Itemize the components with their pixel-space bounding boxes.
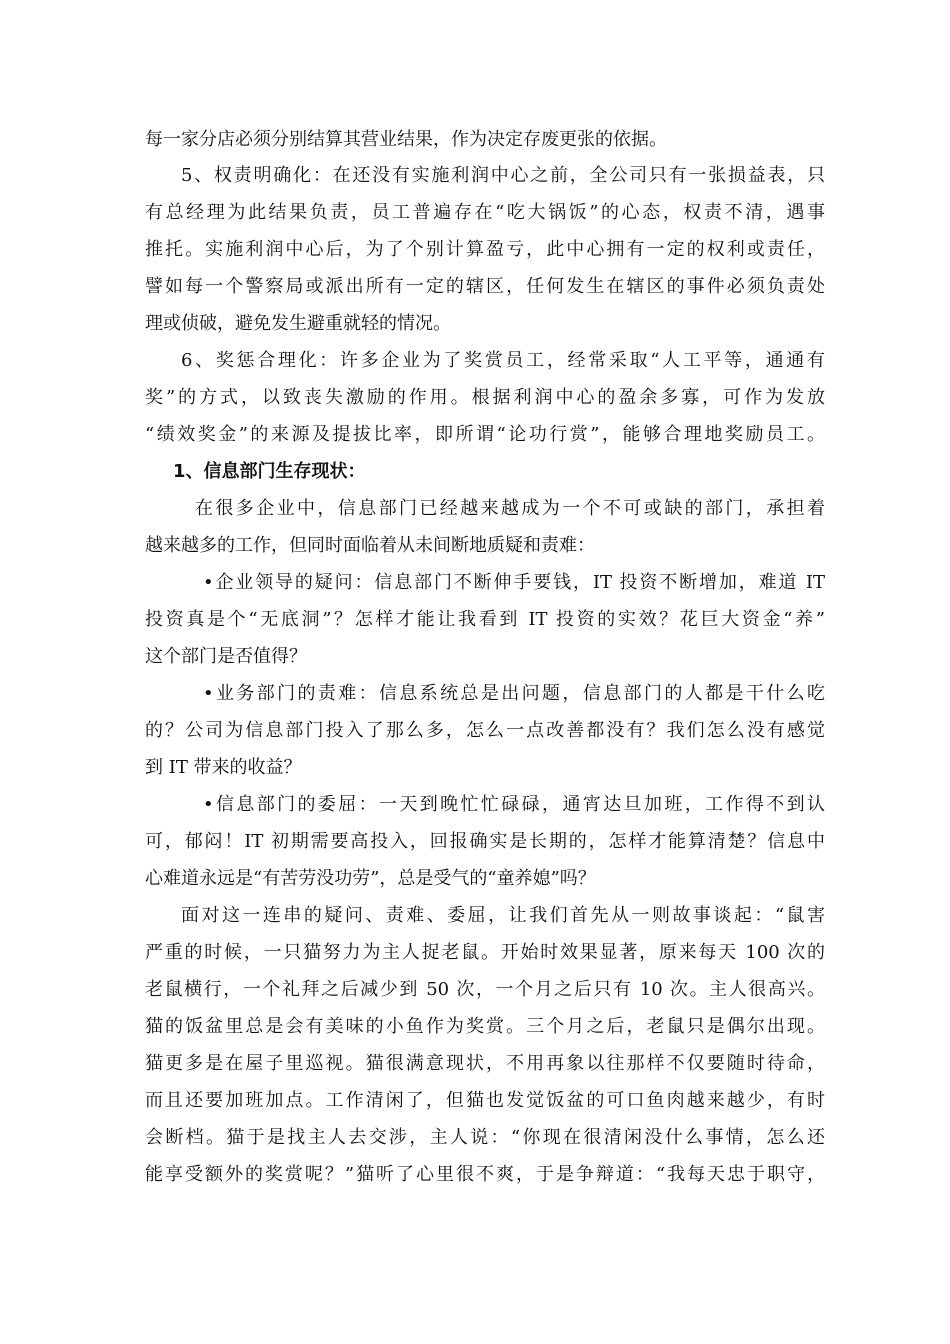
text-line: 老鼠横行，一个礼拜之后减少到 50 次，一个月之后只有 10 次。主人很高兴。 — [145, 979, 825, 1000]
text-line: 6、奖惩合理化：许多企业为了奖赏员工，经常采取“人工平等，通通有 — [181, 350, 825, 371]
text-line: 猫的饭盆里总是会有美味的小鱼作为奖赏。三个月之后，老鼠只是偶尔出现。 — [145, 1016, 825, 1037]
text-line: 5、权责明确化：在还没有实施利润中心之前，全公司只有一张损益表，只 — [181, 165, 825, 186]
text-line: 到 IT 带来的收益？ — [145, 757, 302, 778]
text-line: 有总经理为此结果负责，员工普遍存在“吃大锅饭”的心态，权责不清，遇事 — [145, 202, 825, 223]
text-line: 投资真是个“无底洞”？怎样才能让我看到 IT 投资的实效？花巨大资金“养” — [145, 609, 825, 630]
section-heading: 1、信息部门生存现状： — [173, 461, 366, 482]
text-line: 面对这一连串的疑问、责难、委屈，让我们首先从一则故事谈起：“鼠害 — [181, 905, 825, 926]
bullet-line: •企业领导的疑问：信息部门不断伸手要钱，IT 投资不断增加，难道 IT — [203, 572, 825, 593]
text-line: 理或侦破，避免发生避重就轻的情况。 — [145, 313, 451, 334]
text-line: 奖”的方式，以致丧失激励的作用。根据利润中心的盈余多寡，可作为发放 — [145, 387, 825, 408]
text-line: 猫更多是在屋子里巡视。猫很满意现状，不用再象以往那样不仅要随时待命， — [145, 1053, 825, 1074]
text-line: 心难道永远是“有苦劳没功劳”，总是受气的“童养媳”吗？ — [145, 868, 596, 889]
text-line: 这个部门是否值得？ — [145, 646, 307, 667]
text-line: 能享受额外的奖赏呢？”猫听了心里很不爽，于是争辩道：“我每天忠于职守， — [145, 1164, 825, 1185]
text-line: 而且还要加班加点。工作清闲了，但猫也发觉饭盆的可口鱼肉越来越少，有时 — [145, 1090, 825, 1111]
text-line: 每一家分店必须分别结算其营业结果，作为决定存废更张的依据。 — [145, 129, 667, 150]
text-line: “绩效奖金”的来源及提拔比率，即所谓“论功行赏”，能够合理地奖励员工。 — [145, 424, 825, 445]
text-line: 严重的时候，一只猫努力为主人捉老鼠。开始时效果显著，原来每天 100 次的 — [145, 942, 825, 963]
text-line: 的？公司为信息部门投入了那么多，怎么一点改善都没有？我们怎么没有感觉 — [145, 720, 825, 741]
text-line: 可，郁闷！IT 初期需要高投入，回报确实是长期的，怎样才能算清楚？信息中 — [145, 831, 825, 852]
text-line: 譬如每一个警察局或派出所有一定的辖区，任何发生在辖区的事件必须负责处 — [145, 276, 825, 297]
bullet-line: •业务部门的责难：信息系统总是出问题，信息部门的人都是干什么吃 — [203, 683, 825, 704]
text-line: 会断档。猫于是找主人去交涉，主人说：“你现在很清闲没什么事情，怎么还 — [145, 1127, 825, 1148]
text-line: 在很多企业中，信息部门已经越来越成为一个不可或缺的部门，承担着 — [195, 498, 825, 519]
text-line: 越来越多的工作，但同时面临着从未间断地质疑和责难： — [145, 535, 595, 556]
bullet-line: •信息部门的委屈：一天到晚忙忙碌碌，通宵达旦加班，工作得不到认 — [203, 794, 825, 815]
text-line: 推托。实施利润中心后，为了个别计算盈亏，此中心拥有一定的权利或责任， — [145, 239, 825, 260]
